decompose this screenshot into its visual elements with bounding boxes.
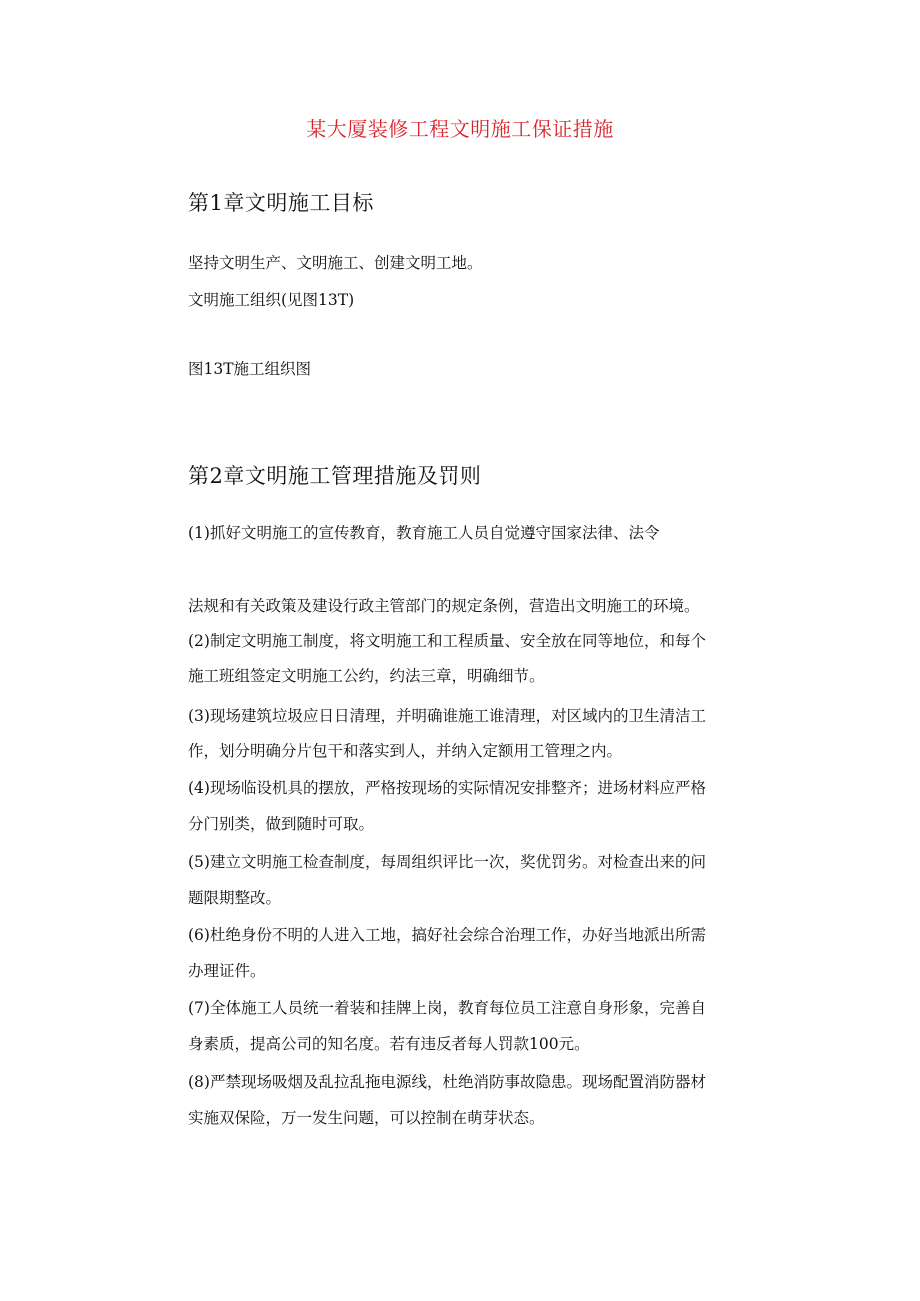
measure-line: 施工班组签定文明施工公约，约法三章，明确细节。 — [188, 667, 545, 685]
chapter-1-organization: 文明施工组织(见图13T) — [188, 291, 355, 309]
measure-line: 作，划分明确分片包干和落实到人，并纳入定额用工管理之内。 — [188, 742, 623, 760]
measure-line: (4)现场临设机具的摆放，严格按现场的实际情况安排整齐；进场材料应严格 — [188, 779, 706, 797]
measure-line: (5)建立文明施工检查制度，每周组织评比一次，奖优罚劣。对检查出来的问 — [188, 853, 706, 871]
document-title: 某大厦装修工程文明施工保证措施 — [306, 117, 614, 141]
measure-line: 实施双保险，万一发生问题，可以控制在萌芽状态。 — [188, 1109, 545, 1127]
measure-line: (6)杜绝身份不明的人进入工地，搞好社会综合治理工作，办好当地派出所需 — [188, 926, 706, 944]
measure-line: 题限期整改。 — [188, 889, 282, 907]
measure-line: 法规和有关政策及建设行政主管部门的规定条例，营造出文明施工的环境。 — [188, 597, 700, 615]
measure-line: (3)现场建筑垃圾应日日清理，并明确谁施工谁清理，对区域内的卫生清洁工 — [188, 707, 706, 725]
measure-line: 身素质，提高公司的知名度。若有违反者每人罚款100元。 — [188, 1035, 590, 1053]
measure-line: (2)制定文明施工制度，将文明施工和工程质量、安全放在同等地位，和每个 — [188, 632, 706, 650]
chapter-2-heading: 第2章文明施工管理措施及罚则 — [188, 464, 482, 488]
chapter-1-goal: 坚持文明生产、文明施工、创建文明工地。 — [188, 254, 483, 272]
measure-line: (8)严禁现场吸烟及乱拉乱拖电源线，杜绝消防事故隐患。现场配置消防器材 — [188, 1073, 706, 1091]
measure-line: 办理证件。 — [188, 962, 266, 980]
figure-caption: 图13T施工组织图 — [188, 360, 312, 378]
chapter-1-heading: 第1章文明施工目标 — [188, 191, 374, 215]
measure-line: (7)全体施工人员统一着装和挂牌上岗，教育每位员工注意自身形象，完善自 — [188, 999, 706, 1017]
measure-line: 分门别类，做到随时可取。 — [188, 815, 375, 833]
measure-line: (1)抓好文明施工的宣传教育，教育施工人员自觉遵守国家法律、法令 — [188, 524, 660, 542]
